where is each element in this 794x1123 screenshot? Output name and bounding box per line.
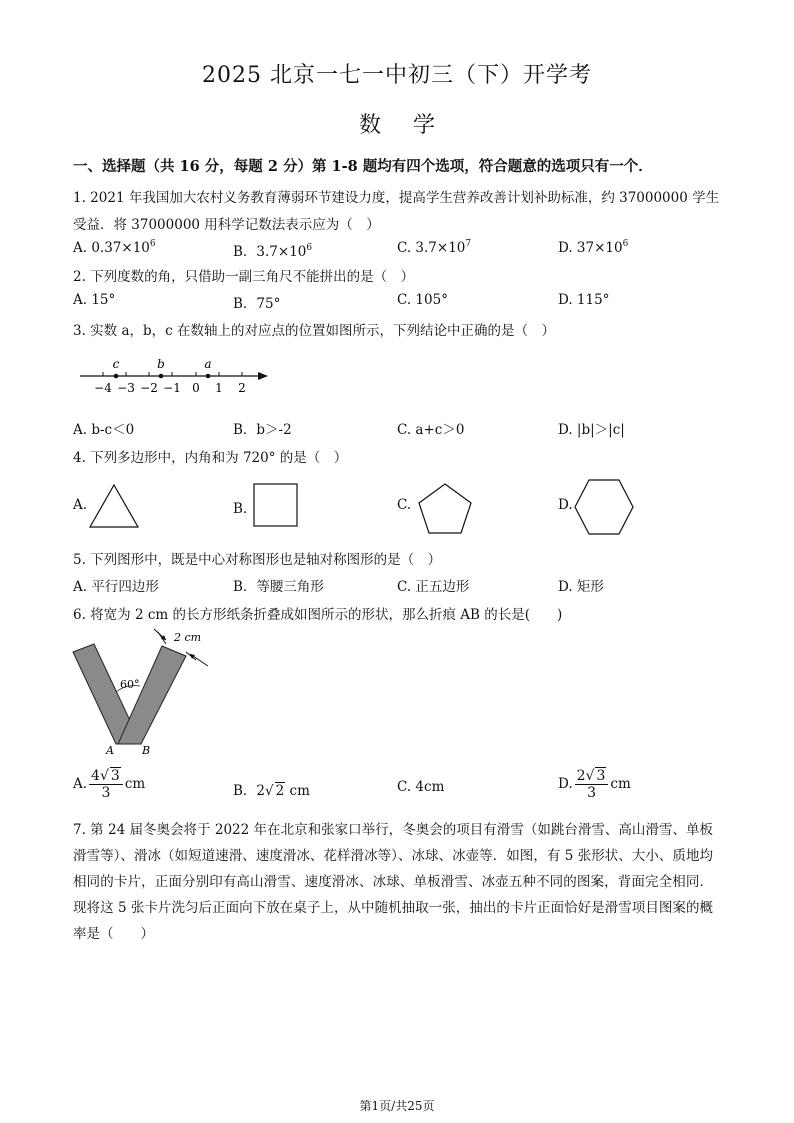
q1-stem-line2: 受益．将 37000000 用科学记数法表示应为（ ） [73,217,380,233]
q6-option-c[interactable]: C. 4cm [397,779,445,795]
folded-strip-figure [68,626,228,758]
q2-stem: 2. 下列度数的角，只借助一副三角尺不能拼出的是（ ） [73,269,415,285]
q5-stem: 5. 下列图形中，既是中心对称图形也是轴对称图形的是（ ） [73,552,442,568]
subject-heading: 数学 [358,113,467,138]
tick-label: −1 [163,381,181,395]
number-line-ticks [103,372,242,376]
q3-option-d[interactable]: D. |b|＞|c| [558,422,625,438]
q4-option-d[interactable]: D. [558,497,573,513]
point-c [114,374,119,379]
q4-option-c[interactable]: C. [397,497,412,513]
q3-stem: 3. 实数 a，b，c 在数轴上的对应点的位置如图所示，下列结论中正确的是（ ） [73,323,556,339]
tick-label: −3 [117,381,135,395]
point-b-label: b [157,357,165,371]
width-label: 2 cm [174,631,202,644]
q6-option-a[interactable]: A. $\frac{4√ 3}{3}$ cm [73,768,146,801]
square-figure [252,482,300,528]
q2-option-a[interactable]: A. 15° [73,292,116,308]
right-strip [118,646,186,744]
tick-label: −4 [94,381,112,395]
q4-option-b[interactable]: B． [233,501,257,517]
section-header: 一、选择题（共 16 分，每题 2 分）第 1-8 题均有四个选项，符合题意的选项只有一个． [73,158,653,175]
q1-option-c[interactable]: C. $3.7\times 10^7$ [397,239,472,256]
q6-option-d[interactable]: D. $\frac{2√ 3}{3}$ cm [558,768,631,801]
page-footer: 第1页/共25页 [359,1099,435,1113]
q5-option-b[interactable]: B．等腰三角形 [233,579,324,595]
number-line-figure [78,355,273,400]
triangle-figure [88,482,143,530]
pentagon-figure [416,482,474,536]
q6-stem: 6. 将宽为 2 cm 的长方形纸条折叠成如图所示的形状，那么折痕 AB 的长是( ) [73,607,563,623]
q5-option-c[interactable]: C. 正五边形 [397,579,470,595]
page-title: 2025 北京一七一中初三（下）开学考 [202,63,592,88]
hexagon-figure [572,478,636,536]
q7-stem: 7. 第 24 届冬奥会将于 2022 年在北京和张家口举行，冬奥会的项目有滑雪（如跳台滑雪、高山滑雪、单板滑雪等）、滑冰（如短道速滑、速度滑冰、花样滑冰等）、冰球、冰壶等．如图，有 5 张形状、大小、质地均相同的卡片，正面分别印有高山滑雪、速度滑冰、冰球、单板滑雪、冰壶五种不同的图案，背面完全相同．现将这 5 张卡片洗匀后正面向下放在桌子上，从中随机抽取一张，抽出的卡片正面恰好是滑雪项目图案的概率是（ ） [73,822,713,942]
q1-option-a[interactable]: A. $0.37\times 10^6$ [73,239,156,256]
q1-option-b[interactable]: B．$3.7\times 10^6$ [233,243,313,260]
tick-label: −2 [140,381,158,395]
q4-option-a[interactable]: A. [73,497,88,513]
q5-option-d[interactable]: D. 矩形 [558,579,604,595]
q3-option-c[interactable]: C. a+c＞0 [397,422,465,438]
point-b [159,374,164,379]
q2-option-b[interactable]: B．75° [233,296,281,312]
point-a-label: a [204,357,212,371]
point-b-label: B [142,744,151,757]
q6-option-b[interactable]: B．2√ 2 cm [233,783,310,799]
q2-option-d[interactable]: D. 115° [558,292,610,308]
q3-option-a[interactable]: A. b-c＜0 [73,422,135,438]
q3-option-b[interactable]: B．b＞-2 [233,422,292,438]
point-a-label: A [106,744,114,757]
angle-label: 60° [120,678,140,691]
tick-label: 0 [192,381,200,395]
tick-label: 2 [238,381,246,395]
q5-option-a[interactable]: A. 平行四边形 [73,579,159,595]
q1-stem-line1: 1. 2021 年我国加大农村义务教育薄弱环节建设力度，提高学生营养改善计划补助标准，约 37000000 学生 [73,190,720,206]
tick-label: 1 [215,381,223,395]
q1-option-d[interactable]: D. $37\times 10^6$ [558,239,629,256]
point-c-label: c [112,357,120,371]
point-a [206,374,211,379]
q2-option-c[interactable]: C. 105° [397,292,448,308]
q4-stem: 4. 下列多边形中，内角和为 720° 的是（ ） [73,450,348,466]
number-line-arrow [258,372,268,380]
